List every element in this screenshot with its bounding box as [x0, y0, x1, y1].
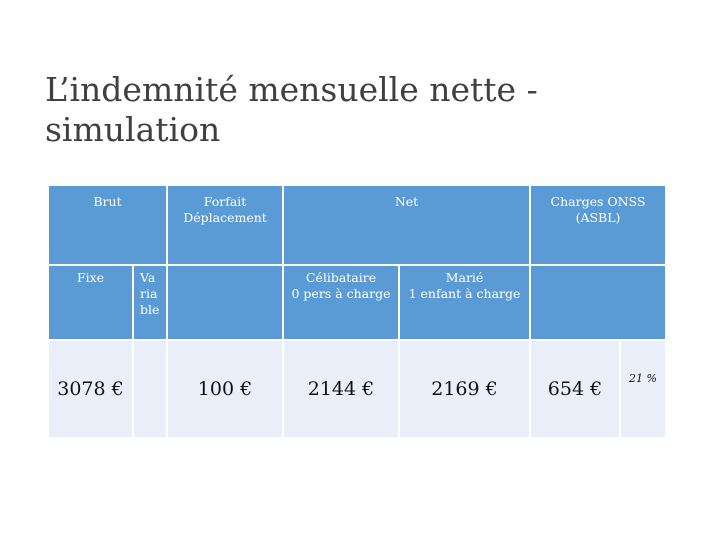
header-brut	[49, 186, 166, 264]
header-charges-continued	[531, 266, 665, 339]
header-net-label: Net	[394, 194, 419, 209]
value-marie	[400, 341, 529, 437]
header-fixe-label: Fixe	[76, 270, 105, 285]
value-fixe-text: 3078 €	[57, 378, 124, 400]
value-charges-percent-text: 21 %	[629, 372, 657, 385]
value-celibataire-text: 2144 €	[307, 378, 375, 400]
header-variable-line3: ble	[140, 302, 160, 317]
header-charges-line1: Charges ONSS	[550, 194, 646, 209]
value-forfait-text: 100 €	[197, 378, 253, 400]
header-forfait-line1: Forfait	[203, 194, 247, 209]
header-celibataire-line1: Célibataire	[305, 270, 377, 285]
value-charges	[531, 341, 619, 437]
header-marie	[400, 266, 529, 339]
header-variable-line1: Va	[140, 270, 156, 285]
header-celibataire-line2: 0 pers à charge	[291, 286, 391, 301]
value-fixe	[49, 341, 132, 437]
value-marie-text: 2169 €	[431, 378, 498, 400]
header-charges	[531, 186, 665, 264]
slide-title: L’indemnité mensuelle nette - simulation	[45, 70, 538, 149]
header-brut-label: Brut	[93, 194, 122, 209]
header-marie-line1: Marié	[445, 270, 484, 285]
header-celibataire	[284, 266, 398, 339]
value-forfait	[168, 341, 282, 437]
header-variable-line2: ria	[140, 286, 158, 301]
header-charges-line2: (ASBL)	[575, 210, 621, 225]
header-forfait-continued	[168, 266, 282, 339]
header-forfait	[168, 186, 282, 264]
header-fixe	[49, 266, 132, 339]
value-celibataire	[284, 341, 398, 437]
header-net	[284, 186, 529, 264]
header-forfait-line2: Déplacement	[183, 210, 267, 225]
value-charges-percent	[621, 341, 665, 437]
value-variable	[134, 341, 166, 437]
header-variable	[134, 266, 166, 339]
value-charges-text: 654 €	[547, 378, 603, 400]
header-marie-line2: 1 enfant à charge	[408, 286, 521, 301]
